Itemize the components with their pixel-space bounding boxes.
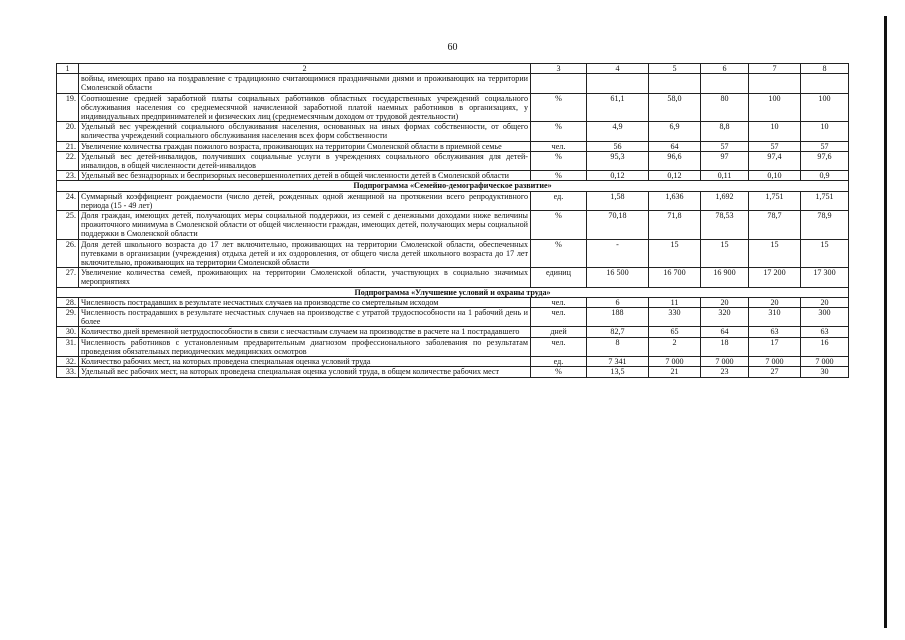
- value-cell: 100: [801, 93, 849, 122]
- header-cell: 5: [649, 64, 701, 74]
- value-cell: 20: [801, 297, 849, 307]
- value-cell: 300: [801, 308, 849, 327]
- value-cell: 1,58: [587, 191, 649, 210]
- value-cell: 64: [701, 327, 749, 337]
- unit-cell: [531, 74, 587, 93]
- value-cell: [701, 74, 749, 93]
- table-row: [57, 297, 849, 307]
- value-cell: 1,692: [701, 191, 749, 210]
- table-row: [57, 74, 849, 93]
- value-cell: 10: [801, 122, 849, 141]
- header-cell: 7: [749, 64, 801, 74]
- table-row: [57, 141, 849, 151]
- unit-cell: единиц: [531, 268, 587, 287]
- value-cell: 1,636: [649, 191, 701, 210]
- value-cell: 95,3: [587, 151, 649, 170]
- table-row: [57, 337, 849, 356]
- value-cell: 13,5: [587, 367, 649, 377]
- row-number-cell: 23.: [57, 171, 79, 181]
- value-cell: [801, 74, 849, 93]
- header-cell: 4: [587, 64, 649, 74]
- subprogram-title: Подпрограмма «Семейно-демографическое развитие»: [57, 181, 849, 191]
- row-number-cell: 24.: [57, 191, 79, 210]
- value-cell: 7 000: [749, 357, 801, 367]
- value-cell: 8: [587, 337, 649, 356]
- value-cell: 7 341: [587, 357, 649, 367]
- header-cell: 6: [701, 64, 749, 74]
- unit-cell: %: [531, 367, 587, 377]
- unit-cell: ед.: [531, 191, 587, 210]
- value-cell: 17 300: [801, 268, 849, 287]
- indicator-name-cell: Численность пострадавших в результате несчастных случаев на производстве с утратой трудоспособности на 1 рабочий день и более: [79, 308, 531, 327]
- value-cell: 71,8: [649, 211, 701, 240]
- value-cell: 56: [587, 141, 649, 151]
- table-row: [57, 327, 849, 337]
- value-cell: 64: [649, 141, 701, 151]
- value-cell: 97,6: [801, 151, 849, 170]
- row-number-cell: 21.: [57, 141, 79, 151]
- value-cell: 57: [701, 141, 749, 151]
- value-cell: 8,8: [701, 122, 749, 141]
- value-cell: 7 000: [801, 357, 849, 367]
- row-number-cell: [57, 74, 79, 93]
- value-cell: 15: [649, 239, 701, 268]
- value-cell: 1,751: [801, 191, 849, 210]
- value-cell: 0,12: [649, 171, 701, 181]
- unit-cell: ед.: [531, 357, 587, 367]
- value-cell: 2: [649, 337, 701, 356]
- page-number: 60: [447, 42, 458, 53]
- value-cell: 57: [749, 141, 801, 151]
- row-number-cell: 30.: [57, 327, 79, 337]
- subprogram-header-row: [57, 181, 849, 191]
- value-cell: 97,4: [749, 151, 801, 170]
- value-cell: 30: [801, 367, 849, 377]
- scan-edge-bar: [884, 16, 887, 628]
- unit-cell: %: [531, 211, 587, 240]
- value-cell: 16 900: [701, 268, 749, 287]
- table-row: [57, 211, 849, 240]
- unit-cell: %: [531, 171, 587, 181]
- table-row: [57, 268, 849, 287]
- indicator-name-cell: Удельный вес рабочих мест, на которых проведена специальная оценка условий труда, в общем количестве рабочих мест: [79, 367, 531, 377]
- value-cell: 96,6: [649, 151, 701, 170]
- table-row: [57, 93, 849, 122]
- row-number-cell: 28.: [57, 297, 79, 307]
- value-cell: 0,11: [701, 171, 749, 181]
- value-cell: 23: [701, 367, 749, 377]
- row-number-cell: 32.: [57, 357, 79, 367]
- value-cell: 58,0: [649, 93, 701, 122]
- value-cell: 15: [801, 239, 849, 268]
- value-cell: 78,7: [749, 211, 801, 240]
- value-cell: 18: [701, 337, 749, 356]
- table-row: [57, 357, 849, 367]
- row-number-cell: 22.: [57, 151, 79, 170]
- value-cell: 16 700: [649, 268, 701, 287]
- header-cell: 2: [79, 64, 531, 74]
- indicator-name-cell: Увеличение количества граждан пожилого возраста, проживающих на территории Смоленской области в приемной семье: [79, 141, 531, 151]
- value-cell: -: [587, 239, 649, 268]
- indicator-name-cell: Удельный вес безнадзорных и беспризорных несовершеннолетних детей в общей численности детей в Смоленской области: [79, 171, 531, 181]
- value-cell: 7 000: [701, 357, 749, 367]
- indicator-name-cell: Количество дней временной нетрудоспособности в связи с несчастным случаем на производстве в расчете на 1 пострадавшего: [79, 327, 531, 337]
- table-body: [57, 64, 849, 378]
- table-header-row: [57, 64, 849, 74]
- value-cell: 78,9: [801, 211, 849, 240]
- value-cell: 65: [649, 327, 701, 337]
- value-cell: 80: [701, 93, 749, 122]
- unit-cell: %: [531, 151, 587, 170]
- value-cell: 57: [801, 141, 849, 151]
- value-cell: 20: [701, 297, 749, 307]
- value-cell: 320: [701, 308, 749, 327]
- value-cell: 330: [649, 308, 701, 327]
- table-row: [57, 171, 849, 181]
- value-cell: 6,9: [649, 122, 701, 141]
- value-cell: 10: [749, 122, 801, 141]
- value-cell: 0,10: [749, 171, 801, 181]
- indicator-name-cell: Суммарный коэффициент рождаемости (число детей, рожденных одной женщиной на протяжении всего репродуктивного периода (15 - 49 лет): [79, 191, 531, 210]
- indicators-table: [56, 63, 849, 378]
- value-cell: 11: [649, 297, 701, 307]
- subprogram-header-row: [57, 287, 849, 297]
- unit-cell: %: [531, 239, 587, 268]
- header-cell: 8: [801, 64, 849, 74]
- subprogram-title: Подпрограмма «Улучшение условий и охраны труда»: [57, 287, 849, 297]
- value-cell: 6: [587, 297, 649, 307]
- row-number-cell: 29.: [57, 308, 79, 327]
- value-cell: 16: [801, 337, 849, 356]
- table-row: [57, 308, 849, 327]
- table-row: [57, 151, 849, 170]
- row-number-cell: 27.: [57, 268, 79, 287]
- indicator-name-cell: войны, имеющих право на поздравление с традиционно считающимися праздничными днями и проживающих на территории Смоленской области: [79, 74, 531, 93]
- value-cell: 61,1: [587, 93, 649, 122]
- indicator-name-cell: Количество рабочих мест, на которых проведена специальная оценка условий труда: [79, 357, 531, 367]
- value-cell: 20: [749, 297, 801, 307]
- indicator-name-cell: Увеличение количества семей, проживающих на территории Смоленской области, участвующих в социально значимых мероприятиях: [79, 268, 531, 287]
- value-cell: 63: [801, 327, 849, 337]
- table-row: [57, 367, 849, 377]
- value-cell: 78,53: [701, 211, 749, 240]
- row-number-cell: 25.: [57, 211, 79, 240]
- value-cell: 16 500: [587, 268, 649, 287]
- unit-cell: чел.: [531, 308, 587, 327]
- row-number-cell: 19.: [57, 93, 79, 122]
- indicator-name-cell: Удельный вес учреждений социального обслуживания населения, основанных на иных формах собственности, от общего количества учреждений социального обслуживания населения всех форм собственности: [79, 122, 531, 141]
- row-number-cell: 20.: [57, 122, 79, 141]
- value-cell: 310: [749, 308, 801, 327]
- value-cell: 188: [587, 308, 649, 327]
- table-row: [57, 239, 849, 268]
- header-cell: 3: [531, 64, 587, 74]
- indicator-name-cell: Доля граждан, имеющих детей, получающих меры социальной поддержки, из семей с денежными доходами ниже величины прожиточного минимума в Смоленской области от общей численности граждан, имеющих детей, получающих меры социальной поддержки в Смоленской области: [79, 211, 531, 240]
- value-cell: 82,7: [587, 327, 649, 337]
- value-cell: [587, 74, 649, 93]
- value-cell: 0,12: [587, 171, 649, 181]
- table-row: [57, 191, 849, 210]
- value-cell: 17: [749, 337, 801, 356]
- value-cell: 1,751: [749, 191, 801, 210]
- unit-cell: %: [531, 93, 587, 122]
- indicator-name-cell: Численность работников с установленным предварительным диагнозом профессионального заболевания по результатам проведения обязательных периодических медицинских осмотров: [79, 337, 531, 356]
- unit-cell: дней: [531, 327, 587, 337]
- row-number-cell: 26.: [57, 239, 79, 268]
- value-cell: 63: [749, 327, 801, 337]
- indicator-name-cell: Численность пострадавших в результате несчастных случаев на производстве со смертельным исходом: [79, 297, 531, 307]
- value-cell: 7 000: [649, 357, 701, 367]
- unit-cell: %: [531, 122, 587, 141]
- unit-cell: чел.: [531, 337, 587, 356]
- value-cell: 15: [749, 239, 801, 268]
- unit-cell: чел.: [531, 297, 587, 307]
- header-cell: 1: [57, 64, 79, 74]
- value-cell: 4,9: [587, 122, 649, 141]
- value-cell: 100: [749, 93, 801, 122]
- table-row: [57, 122, 849, 141]
- value-cell: 97: [701, 151, 749, 170]
- value-cell: 0,9: [801, 171, 849, 181]
- value-cell: [749, 74, 801, 93]
- row-number-cell: 31.: [57, 337, 79, 356]
- value-cell: 70,18: [587, 211, 649, 240]
- value-cell: 17 200: [749, 268, 801, 287]
- indicator-name-cell: Доля детей школьного возраста до 17 лет включительно, проживающих на территории Смоленской области, обеспеченных путевками в организации (учреждения) отдыха детей и их оздоровления, от общего числа детей школьного возраста до 17 лет включительно, проживающих на территории Смоленской области: [79, 239, 531, 268]
- unit-cell: чел.: [531, 141, 587, 151]
- value-cell: 15: [701, 239, 749, 268]
- row-number-cell: 33.: [57, 367, 79, 377]
- value-cell: [649, 74, 701, 93]
- indicator-name-cell: Соотношение средней заработной платы социальных работников областных государственных учреждений социального обслуживания населения со среднемесячной начисленной заработной платой наемных работников в организациях, у индивидуальных предпринимателей и физических лиц (среднемесячным доходом от трудовой деятельности): [79, 93, 531, 122]
- value-cell: 27: [749, 367, 801, 377]
- indicator-name-cell: Удельный вес детей-инвалидов, получивших социальные услуги в учреждениях социального обслуживания для детей-инвалидов, в общей численности детей-инвалидов: [79, 151, 531, 170]
- value-cell: 21: [649, 367, 701, 377]
